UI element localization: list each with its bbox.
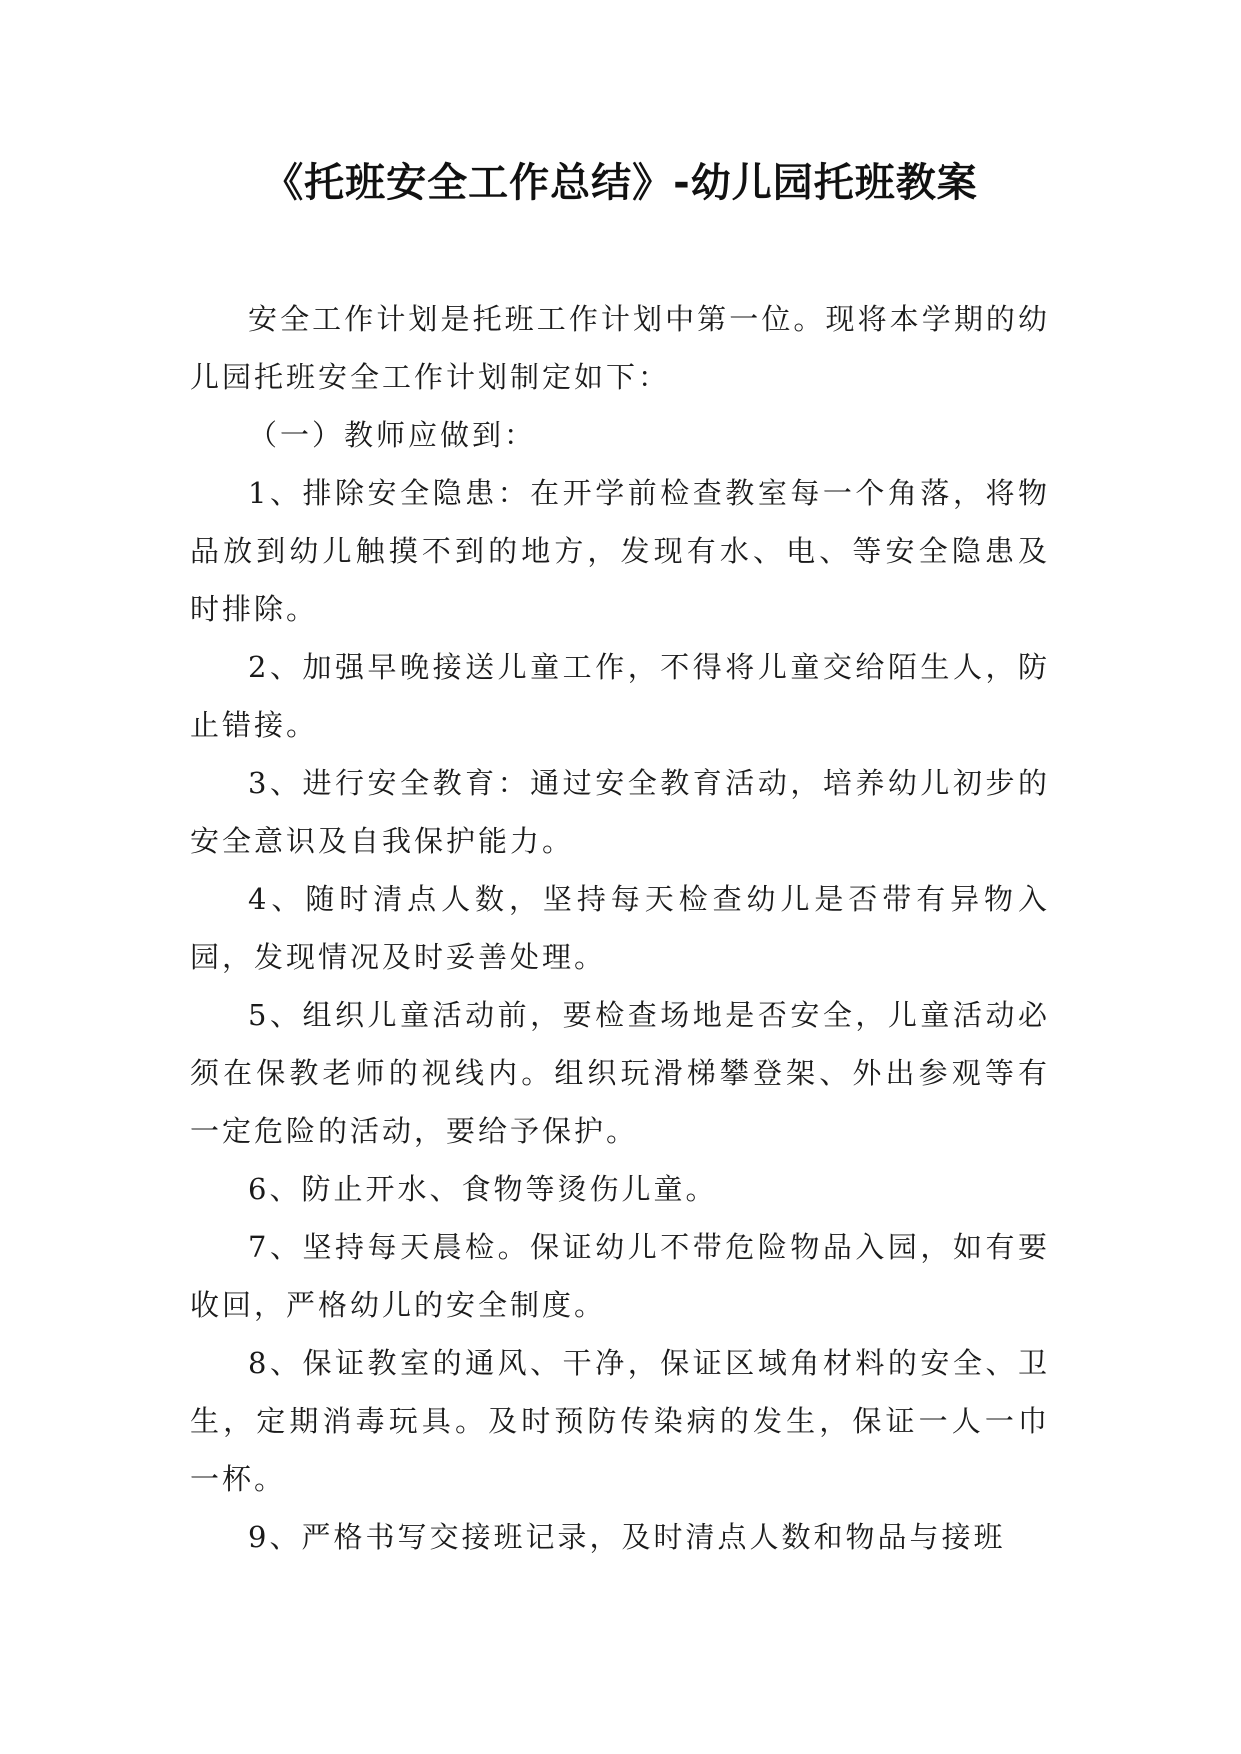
document-body bbox=[190, 290, 1050, 1566]
list-item-5: 5、组织儿童活动前，要检查场地是否安全，儿童活动必须在保教老师的视线内。组织玩滑梯攀登架、外出参观等有一定危险的活动，要给予保护。 bbox=[190, 998, 1050, 1148]
list-item-4: 4、随时清点人数，坚持每天检查幼儿是否带有异物入园，发现情况及时妥善处理。 bbox=[190, 882, 1050, 974]
paragraph-intro: 安全工作计划是托班工作计划中第一位。现将本学期的幼儿园托班安全工作计划制定如下： bbox=[190, 302, 1050, 394]
list-item-8: 8、保证教室的通风、干净，保证区域角材料的安全、卫生，定期消毒玩具。及时预防传染病的发生，保证一人一巾一杯。 bbox=[190, 1346, 1050, 1496]
section-heading-teacher-duties: （一）教师应做到： bbox=[248, 418, 537, 452]
document-title: 《托班安全工作总结》-幼儿园托班教案 bbox=[263, 160, 978, 206]
list-item-7: 7、坚持每天晨检。保证幼儿不带危险物品入园，如有要收回，严格幼儿的安全制度。 bbox=[190, 1230, 1050, 1322]
list-item-3: 3、进行安全教育：通过安全教育活动，培养幼儿初步的安全意识及自我保护能力。 bbox=[190, 766, 1050, 858]
list-item-6: 6、防止开水、食物等烫伤儿童。 bbox=[248, 1172, 718, 1206]
list-item-2: 2、加强早晚接送儿童工作，不得将儿童交给陌生人，防止错接。 bbox=[190, 650, 1050, 742]
list-item-1: 1、排除安全隐患：在开学前检查教室每一个角落，将物品放到幼儿触摸不到的地方，发现有水、电、等安全隐患及时排除。 bbox=[190, 476, 1050, 626]
list-item-9: 9、严格书写交接班记录，及时清点人数和物品与接班 bbox=[248, 1520, 1006, 1554]
